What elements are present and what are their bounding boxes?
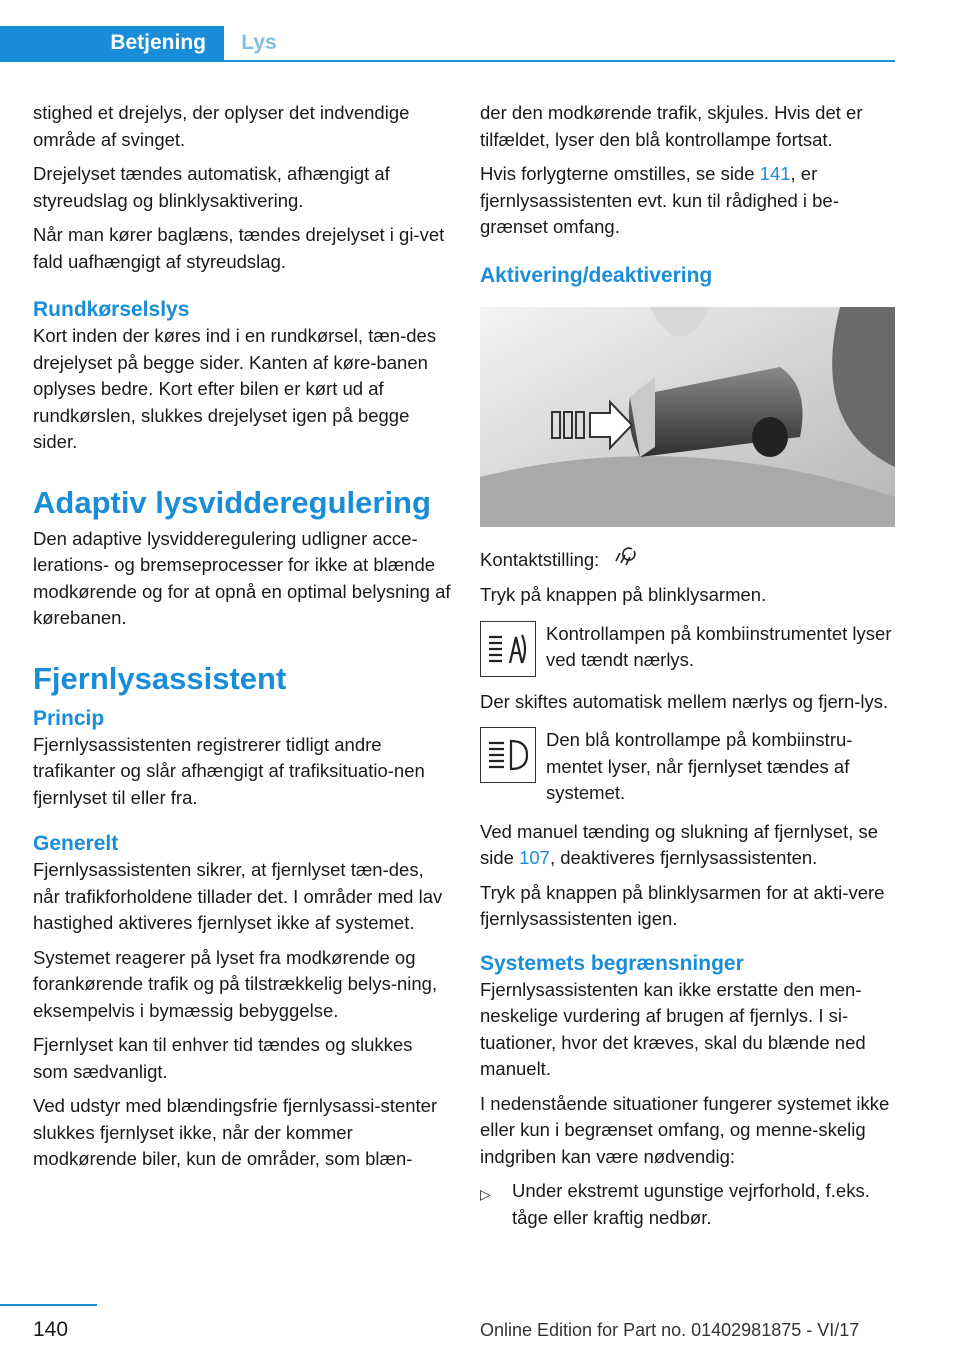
- indicator-row-high-beam: [480, 727, 898, 807]
- paragraph: Fjernlyset kan til enhver tid tændes og slukkes som sædvanligt.: [33, 1034, 413, 1082]
- paragraph: der den modkørende trafik, skjules. Hvis det er tilfældet, lyser den blå kontrollampe fortsat.: [480, 102, 863, 150]
- section-tab-betjening: Betjening: [0, 26, 224, 60]
- heading-princip: Princip: [33, 706, 105, 730]
- heading-adaptiv-lysvidderegulering: Adaptiv lysvidderegulering: [33, 484, 431, 520]
- auto-high-beam-indicator-icon: [480, 621, 536, 677]
- heading-aktivering: Aktivering/deaktivering: [480, 263, 713, 287]
- paragraph: Kontaktstilling:: [480, 547, 898, 575]
- edition-note: Online Edition for Part no. 01402981875 - VI/17: [480, 1320, 860, 1340]
- paragraph: Drejelyset tændes automatisk, afhængigt af styreudslag og blinklysaktivering.: [33, 163, 390, 211]
- bullet-triangle-icon: ▷: [480, 1186, 491, 1203]
- paragraph: Fjernlysassistenten registrerer tidligt andre trafikanter og slår afhængigt af trafiksituatio‐nen fjernlyset til eller fra.: [33, 733, 425, 808]
- heading-fjernlysassistent: Fjernlysassistent: [33, 660, 287, 696]
- paragraph: Systemet reagerer på lyset fra modkørende og forankørende trafik og på tilstrækkelig belys‐ning, eksempelvis i bymæssig bebyggelse.: [33, 946, 438, 1021]
- heading-systemets-begraensninger: Systemets begrænsninger: [480, 951, 744, 975]
- header-rule: [0, 60, 895, 62]
- paragraph: Den adaptive lysvidderegulering udligner acce‐lerations- og bremseprocesser for ikke at blænde modkørende og for at opnå en optimal belysning af kørebanen.: [33, 527, 451, 628]
- paragraph: Hvis forlygterne omstilles, se side 141, er fjernlysassistenten evt. kun til rådighed i be‐grænset omfang.: [480, 163, 839, 237]
- ignition-icon: [614, 547, 640, 575]
- heading-generelt: Generelt: [33, 832, 119, 855]
- page-number: 140: [33, 1318, 69, 1341]
- paragraph: Fjernlysassistenten sikrer, at fjernlyset tæn‐des, når trafikforholdene tillader det. I områder med lav hastighed aktiveres fjernlyset ikke af systemet.: [33, 859, 443, 933]
- paragraph: Tryk på knappen på blinklysarmen.: [480, 584, 767, 606]
- heading-rundkorselslys: Rundkørselslys: [33, 298, 190, 321]
- section-tab-lys: Lys: [241, 31, 277, 54]
- indicator-description: Den blå kontrollampe på kombiinstru‐mentet lyser, når fjernlyset tændes af systemet.: [546, 729, 853, 804]
- steering-stalk-photo: [480, 307, 895, 527]
- page-header: [0, 0, 895, 62]
- paragraph: stighed et drejelys, der oplyser det indvendige område af svinget.: [33, 102, 410, 150]
- paragraph: Kort inden der køres ind i en rundkørsel, tæn‐des drejelyset på begge sider. Kanten af køre‐banen oplyses bedre. Kort efter bilen er kørt ud af rundkørslen, slukkes drejelyset igen på begge sider.: [33, 325, 437, 452]
- paragraph: I nedenstående situationer fungerer systemet ikke eller kun i begrænset omfang, og menne‐skelig indgriben kan være nødvendig:: [480, 1092, 890, 1167]
- indicator-row-auto: [480, 621, 898, 677]
- paragraph: Ved manuel tænding og slukning af fjernlyset, se side 107, deaktiveres fjernlysassistenten.: [480, 820, 878, 869]
- page-link-141[interactable]: 141: [759, 163, 791, 184]
- right-column: [480, 100, 898, 1231]
- paragraph: Fjernlysassistenten kan ikke erstatte den men‐neskelige vurdering af brugen af fjernlys. I si‐tuationer, hvor det kræves, skal du blænde ned manuelt.: [480, 978, 866, 1080]
- indicator-description: Kontrollampen på kombiinstrumentet lyser ved tændt nærlys.: [546, 622, 892, 671]
- paragraph: Når man kører baglæns, tændes drejelyset i gi‐vet fald uafhængigt af styreudslag.: [33, 224, 445, 272]
- paragraph: Ved udstyr med blændingsfrie fjernlysassi‐stenter slukkes fjernlyset ikke, når der kommer modkørende biler, kun de områder, som blæn‐: [33, 1095, 438, 1169]
- list-item: [480, 1178, 898, 1231]
- paragraph: Tryk på knappen på blinklysarmen for at akti‐vere fjernlysassistenten igen.: [480, 881, 885, 930]
- high-beam-indicator-icon: [480, 727, 536, 783]
- footer-rule: [0, 1304, 97, 1306]
- left-column: [33, 100, 451, 1181]
- paragraph: Der skiftes automatisk mellem nærlys og fjern‐lys.: [480, 690, 889, 712]
- page-link-107[interactable]: 107: [519, 847, 550, 869]
- list-item-text: Under ekstremt ugunstige vejrforhold, f.eks. tåge eller kraftig nedbør.: [512, 1180, 870, 1228]
